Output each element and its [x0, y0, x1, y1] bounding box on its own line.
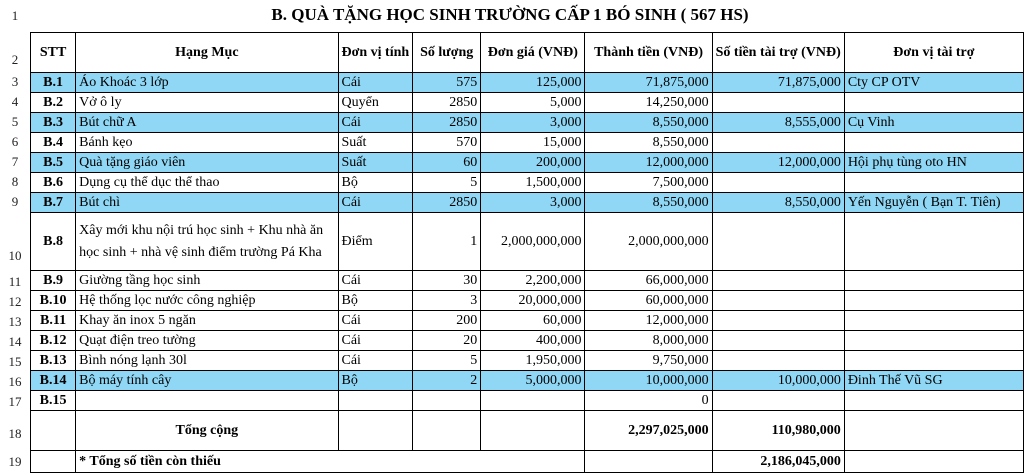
table-row: [31, 173, 1024, 193]
cell-sponsor: [844, 311, 1023, 331]
table-row: [31, 153, 1024, 173]
cell-item: Giường tầng học sinh: [76, 271, 338, 291]
cell-sponsored: [712, 291, 844, 311]
cell-qty: 200: [413, 311, 481, 331]
cell-qty: 2850: [413, 93, 481, 113]
cell-total: 10,000,000: [585, 371, 712, 391]
totals-empty: [481, 411, 585, 451]
cell-sponsored: 12,000,000: [712, 153, 844, 173]
cell-total: 66,000,000: [585, 271, 712, 291]
cell-unit: Suất: [338, 153, 413, 173]
cell-stt: B.5: [31, 153, 76, 173]
cell-sponsor: [844, 173, 1023, 193]
table-row: [31, 331, 1024, 351]
cell-qty: 570: [413, 133, 481, 153]
table-row: [31, 371, 1024, 391]
cell-price: 3,000: [481, 193, 585, 213]
cell-unit: Bộ: [338, 371, 413, 391]
header-stt: STT: [31, 33, 76, 73]
cell-sponsor: Hội phụ tùng oto HN: [844, 153, 1023, 173]
cell-stt: B.12: [31, 331, 76, 351]
cell-total: 12,000,000: [585, 311, 712, 331]
cell-stt: B.9: [31, 271, 76, 291]
cell-qty: 2850: [413, 113, 481, 133]
cell-sponsored: [712, 173, 844, 193]
cell-item: Quà tặng giáo viên: [76, 153, 338, 173]
row-number: 13: [8, 314, 22, 329]
row-number: 7: [11, 154, 19, 169]
row-number: 5: [11, 114, 19, 129]
cell-total: 60,000,000: [585, 291, 712, 311]
cell-unit: Bộ: [338, 291, 413, 311]
row-number: 15: [8, 354, 22, 369]
sheet-title: B. QUÀ TẶNG HỌC SINH TRƯỜNG CẤP 1 BÓ SINH ( 567 HS): [271, 5, 749, 24]
cell-item: Quạt điện treo tường: [76, 331, 338, 351]
cell-stt: B.13: [31, 351, 76, 371]
cell-qty: 20: [413, 331, 481, 351]
cell-item: Vở ô ly: [76, 93, 338, 113]
cell-qty: [413, 391, 481, 411]
table-row: [31, 271, 1024, 291]
cell-sponsor: Cụ Vinh: [844, 113, 1023, 133]
cell-total: 0: [585, 391, 712, 411]
header-sponsored: Số tiền tài trợ (VNĐ): [712, 33, 844, 73]
cell-total: 8,000,000: [585, 331, 712, 351]
cell-unit: Điểm: [338, 213, 413, 271]
cell-item: Bánh kẹo: [76, 133, 338, 153]
cell-qty: 3: [413, 291, 481, 311]
totals-row: [31, 411, 1024, 451]
row-number: 11: [8, 274, 22, 289]
cell-sponsor: [844, 213, 1023, 271]
cell-sponsored: 10,000,000: [712, 371, 844, 391]
cell-unit: Cái: [338, 193, 413, 213]
cell-sponsor: [844, 391, 1023, 411]
row-number: 17: [8, 394, 22, 409]
cell-sponsored: [712, 213, 844, 271]
cell-stt: B.11: [31, 311, 76, 331]
cell-item: Dụng cụ thể dục thể thao: [76, 173, 338, 193]
cell-sponsor: [844, 331, 1023, 351]
cell-item: [76, 391, 338, 411]
row-number: 16: [8, 374, 22, 389]
row-number: 14: [8, 334, 22, 349]
cell-price: 5,000,000: [481, 371, 585, 391]
cell-price: 2,000,000,000: [481, 213, 585, 271]
cell-sponsor: Đinh Thế Vũ SG: [844, 371, 1023, 391]
cell-unit: Suất: [338, 133, 413, 153]
cell-item: Bộ máy tính cây: [76, 371, 338, 391]
remaining-label: * Tổng số tiền còn thiếu: [76, 451, 585, 473]
cell-unit: [338, 391, 413, 411]
cell-stt: B.1: [31, 73, 76, 93]
table-row: [31, 133, 1024, 153]
row-number: 18: [8, 426, 22, 441]
remaining-empty: [844, 451, 1023, 473]
table-row: [31, 213, 1024, 271]
cell-stt: B.15: [31, 391, 76, 411]
header-qty: Số lượng: [413, 33, 481, 73]
cell-item: Bút chữ A: [76, 113, 338, 133]
remaining-spacer: [31, 451, 76, 473]
cell-qty: 1: [413, 213, 481, 271]
cell-total: 9,750,000: [585, 351, 712, 371]
cell-sponsor: [844, 93, 1023, 113]
cell-stt: B.8: [31, 213, 76, 271]
row-number: 9: [11, 194, 19, 209]
cell-stt: B.14: [31, 371, 76, 391]
cell-unit: Cái: [338, 311, 413, 331]
totals-label: Tổng cộng: [76, 411, 338, 451]
row-number: 4: [11, 94, 19, 109]
totals-empty: [844, 411, 1023, 451]
row-number: 6: [11, 134, 19, 149]
header-total: Thành tiền (VNĐ): [585, 33, 712, 73]
cell-sponsored: [712, 271, 844, 291]
cell-total: 7,500,000: [585, 173, 712, 193]
remaining-value: 2,186,045,000: [712, 451, 844, 473]
totals-total: 2,297,025,000: [585, 411, 712, 451]
cell-sponsor: [844, 271, 1023, 291]
cell-unit: Bộ: [338, 173, 413, 193]
cell-stt: B.6: [31, 173, 76, 193]
cell-unit: Cái: [338, 351, 413, 371]
cell-price: 1,950,000: [481, 351, 585, 371]
cell-unit: Cái: [338, 331, 413, 351]
cell-sponsored: [712, 133, 844, 153]
header-unit: Đơn vị tính: [338, 33, 413, 73]
gift-table: [30, 32, 1024, 473]
cell-item: Xây mới khu nội trú học sinh + Khu nhà ăn học sinh + nhà vệ sinh điểm trường Pá Kha: [76, 213, 338, 271]
cell-qty: 5: [413, 351, 481, 371]
cell-sponsor: Yến Nguyễn ( Bạn T. Tiên): [844, 193, 1023, 213]
cell-sponsor: Cty CP OTV: [844, 73, 1023, 93]
cell-sponsored: [712, 311, 844, 331]
row-number: 1: [11, 8, 19, 23]
cell-qty: 2850: [413, 193, 481, 213]
header-row: [31, 33, 1024, 73]
row-number: 2: [11, 52, 19, 67]
totals-empty: [338, 411, 413, 451]
cell-price: 200,000: [481, 153, 585, 173]
table-row: [31, 113, 1024, 133]
row-number: 10: [8, 248, 22, 263]
row-number: 3: [11, 74, 19, 89]
cell-sponsored: [712, 351, 844, 371]
cell-unit: Quyển: [338, 93, 413, 113]
totals-empty: [413, 411, 481, 451]
cell-total: 8,550,000: [585, 113, 712, 133]
cell-price: 20,000,000: [481, 291, 585, 311]
cell-total: 14,250,000: [585, 93, 712, 113]
row-number: 8: [11, 174, 19, 189]
table-row: [31, 351, 1024, 371]
row-number: 12: [8, 294, 22, 309]
cell-total: 2,000,000,000: [585, 213, 712, 271]
table-row: [31, 73, 1024, 93]
cell-unit: Cái: [338, 113, 413, 133]
cell-total: 12,000,000: [585, 153, 712, 173]
cell-stt: B.2: [31, 93, 76, 113]
cell-price: 2,200,000: [481, 271, 585, 291]
cell-sponsor: [844, 291, 1023, 311]
cell-sponsored: 8,555,000: [712, 113, 844, 133]
table-row: [31, 391, 1024, 411]
header-item: Hạng Mục: [76, 33, 338, 73]
table-row: [31, 93, 1024, 113]
remaining-empty: [585, 451, 712, 473]
cell-sponsored: 71,875,000: [712, 73, 844, 93]
cell-price: 125,000: [481, 73, 585, 93]
cell-unit: Cái: [338, 73, 413, 93]
cell-price: 1,500,000: [481, 173, 585, 193]
table-row: [31, 291, 1024, 311]
cell-qty: 60: [413, 153, 481, 173]
cell-price: 60,000: [481, 311, 585, 331]
cell-sponsored: [712, 391, 844, 411]
cell-price: 15,000: [481, 133, 585, 153]
cell-sponsored: [712, 331, 844, 351]
cell-item: Áo Khoác 3 lớp: [76, 73, 338, 93]
remaining-row: [31, 451, 1024, 473]
cell-item: Hệ thống lọc nước công nghiệp: [76, 291, 338, 311]
cell-price: 3,000: [481, 113, 585, 133]
cell-stt: B.10: [31, 291, 76, 311]
cell-sponsored: [712, 93, 844, 113]
cell-qty: 5: [413, 173, 481, 193]
cell-price: 5,000: [481, 93, 585, 113]
row-number: 19: [8, 454, 22, 469]
cell-sponsor: [844, 351, 1023, 371]
cell-item: Bút chì: [76, 193, 338, 213]
cell-stt: B.7: [31, 193, 76, 213]
cell-item: Bình nóng lạnh 30l: [76, 351, 338, 371]
cell-qty: 2: [413, 371, 481, 391]
row-number-column: [0, 0, 30, 475]
totals-sponsored: 110,980,000: [712, 411, 844, 451]
totals-spacer: [31, 411, 76, 451]
cell-item: Khay ăn inox 5 ngăn: [76, 311, 338, 331]
cell-price: 400,000: [481, 331, 585, 351]
cell-sponsored: 8,550,000: [712, 193, 844, 213]
cell-stt: B.4: [31, 133, 76, 153]
cell-qty: 575: [413, 73, 481, 93]
cell-unit: Cái: [338, 271, 413, 291]
cell-total: 8,550,000: [585, 133, 712, 153]
cell-sponsor: [844, 133, 1023, 153]
cell-stt: B.3: [31, 113, 76, 133]
cell-price: [481, 391, 585, 411]
cell-qty: 30: [413, 271, 481, 291]
table-row: [31, 193, 1024, 213]
cell-total: 71,875,000: [585, 73, 712, 93]
header-sponsor: Đơn vị tài trợ: [844, 33, 1023, 73]
header-price: Đơn giá (VNĐ): [481, 33, 585, 73]
cell-total: 8,550,000: [585, 193, 712, 213]
table-row: [31, 311, 1024, 331]
